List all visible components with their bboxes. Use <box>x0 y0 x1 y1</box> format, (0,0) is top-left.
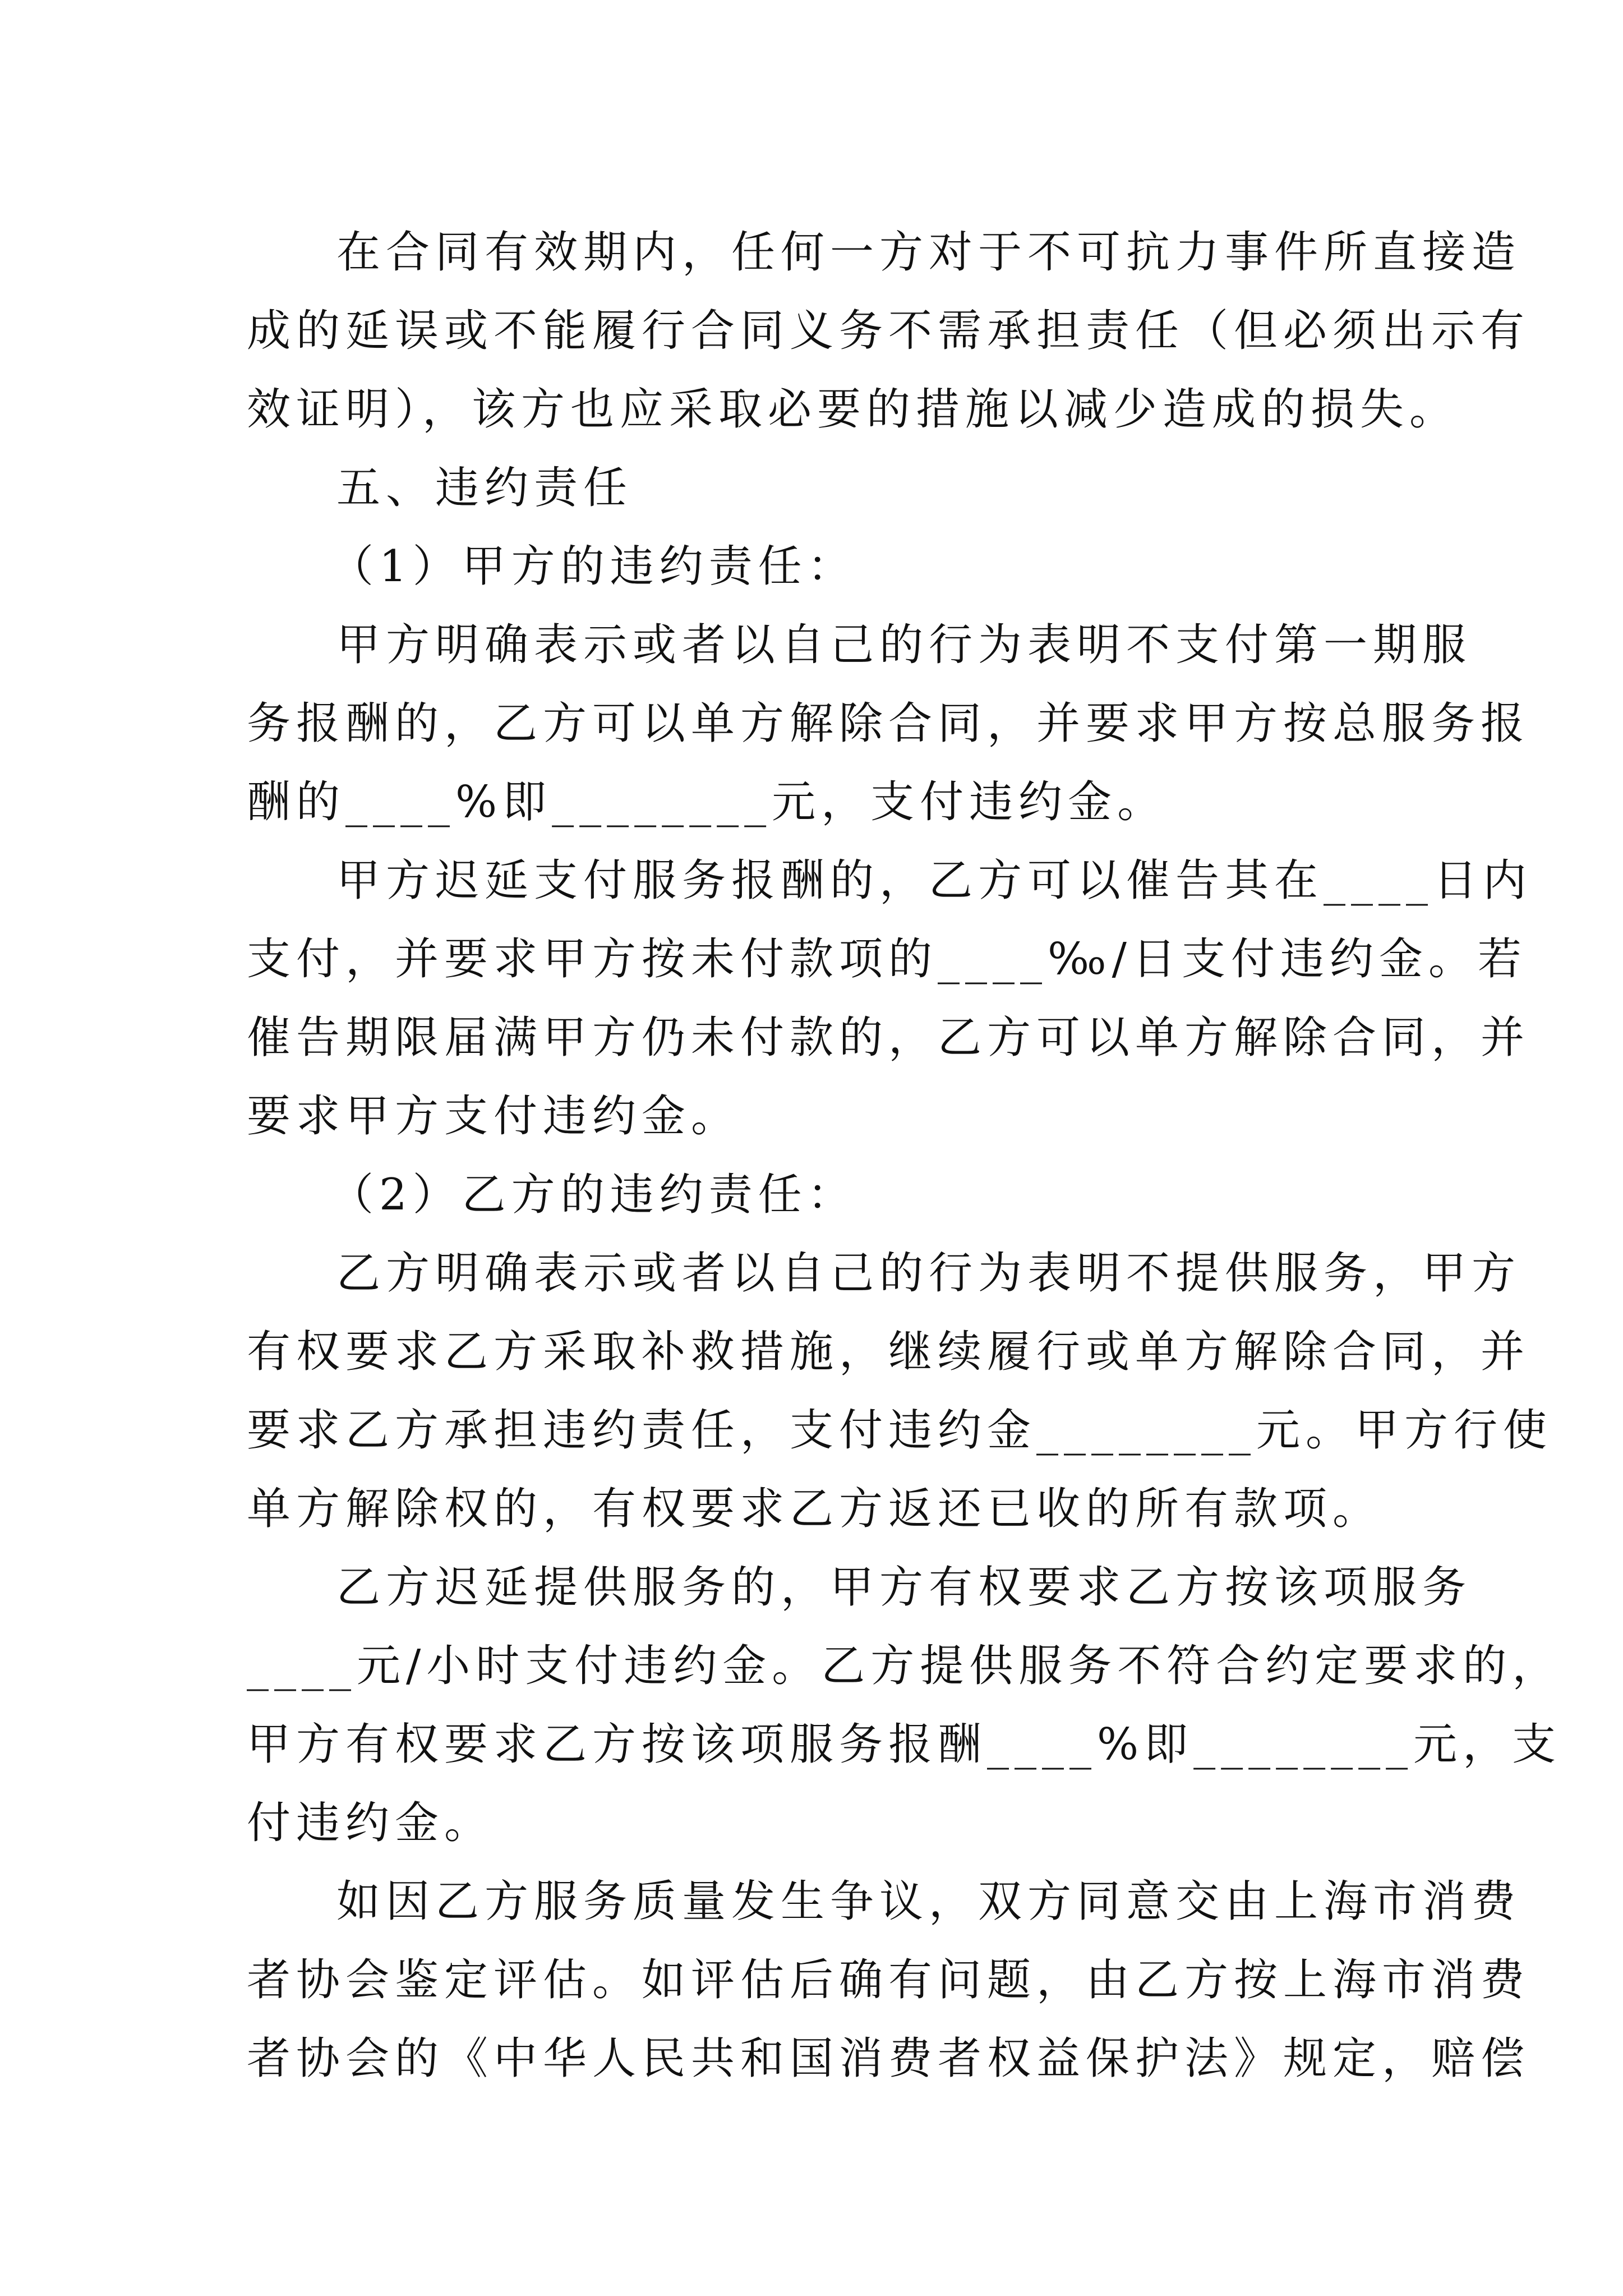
text-line: 付违约金。 <box>247 1798 494 1848</box>
text-line: 甲方迟延支付服务报酬的，乙方可以催告其在____日内 <box>336 855 1533 906</box>
text-line: 乙方迟延提供服务的，甲方有权要求乙方按该项服务 <box>336 1562 1472 1613</box>
text-line: 要求甲方支付违约金。 <box>247 1091 741 1142</box>
text-line: 催告期限届满甲方仍未付款的，乙方可以单方解除合同，并 <box>247 1013 1530 1063</box>
text-line: 有权要求乙方采取补救措施，继续履行或单方解除合同，并 <box>247 1327 1530 1377</box>
text-line: 支付，并要求甲方按未付款项的____‰/日支付违约金。若 <box>247 934 1527 984</box>
text-line: 如因乙方服务质量发生争议，双方同意交由上海市消费 <box>336 1876 1521 1927</box>
text-line: 甲方明确表示或者以自己的行为表明不支付第一期服 <box>336 620 1472 670</box>
text-line: 成的延误或不能履行合同义务不需承担责任（但必须出示有 <box>247 306 1530 356</box>
section-heading: 五、违约责任 <box>336 463 633 513</box>
text-line: 者协会鉴定评估。如评估后确有问题，由乙方按上海市消费 <box>247 1955 1530 2005</box>
text-line: 酬的____%即________元，支付违约金。 <box>247 777 1167 827</box>
text-line: 甲方有权要求乙方按该项服务报酬____%即________元，支 <box>247 1719 1562 1770</box>
subsection-heading: （1）甲方的违约责任： <box>330 541 857 592</box>
text-line: 要求乙方承担违约责任，支付违约金________元。甲方行使 <box>247 1405 1553 1456</box>
text-line: 乙方明确表示或者以自己的行为表明不提供服务，甲方 <box>336 1248 1521 1299</box>
subsection-heading: （2）乙方的违约责任： <box>330 1170 857 1220</box>
text-line: 效证明），该方也应采取必要的措施以减少造成的损失。 <box>247 384 1459 435</box>
text-line: 务报酬的，乙方可以单方解除合同，并要求甲方按总服务报 <box>247 698 1530 749</box>
text-line: 者协会的《中华人民共和国消费者权益保护法》规定，赔偿 <box>247 2033 1530 2084</box>
text-line: ____元/小时支付违约金。乙方提供服务不符合约定要求的， <box>247 1641 1562 1691</box>
text-line: 在合同有效期内，任何一方对于不可抗力事件所直接造 <box>336 227 1521 278</box>
text-line: 单方解除权的，有权要求乙方返还已收的所有款项。 <box>247 1484 1382 1534</box>
